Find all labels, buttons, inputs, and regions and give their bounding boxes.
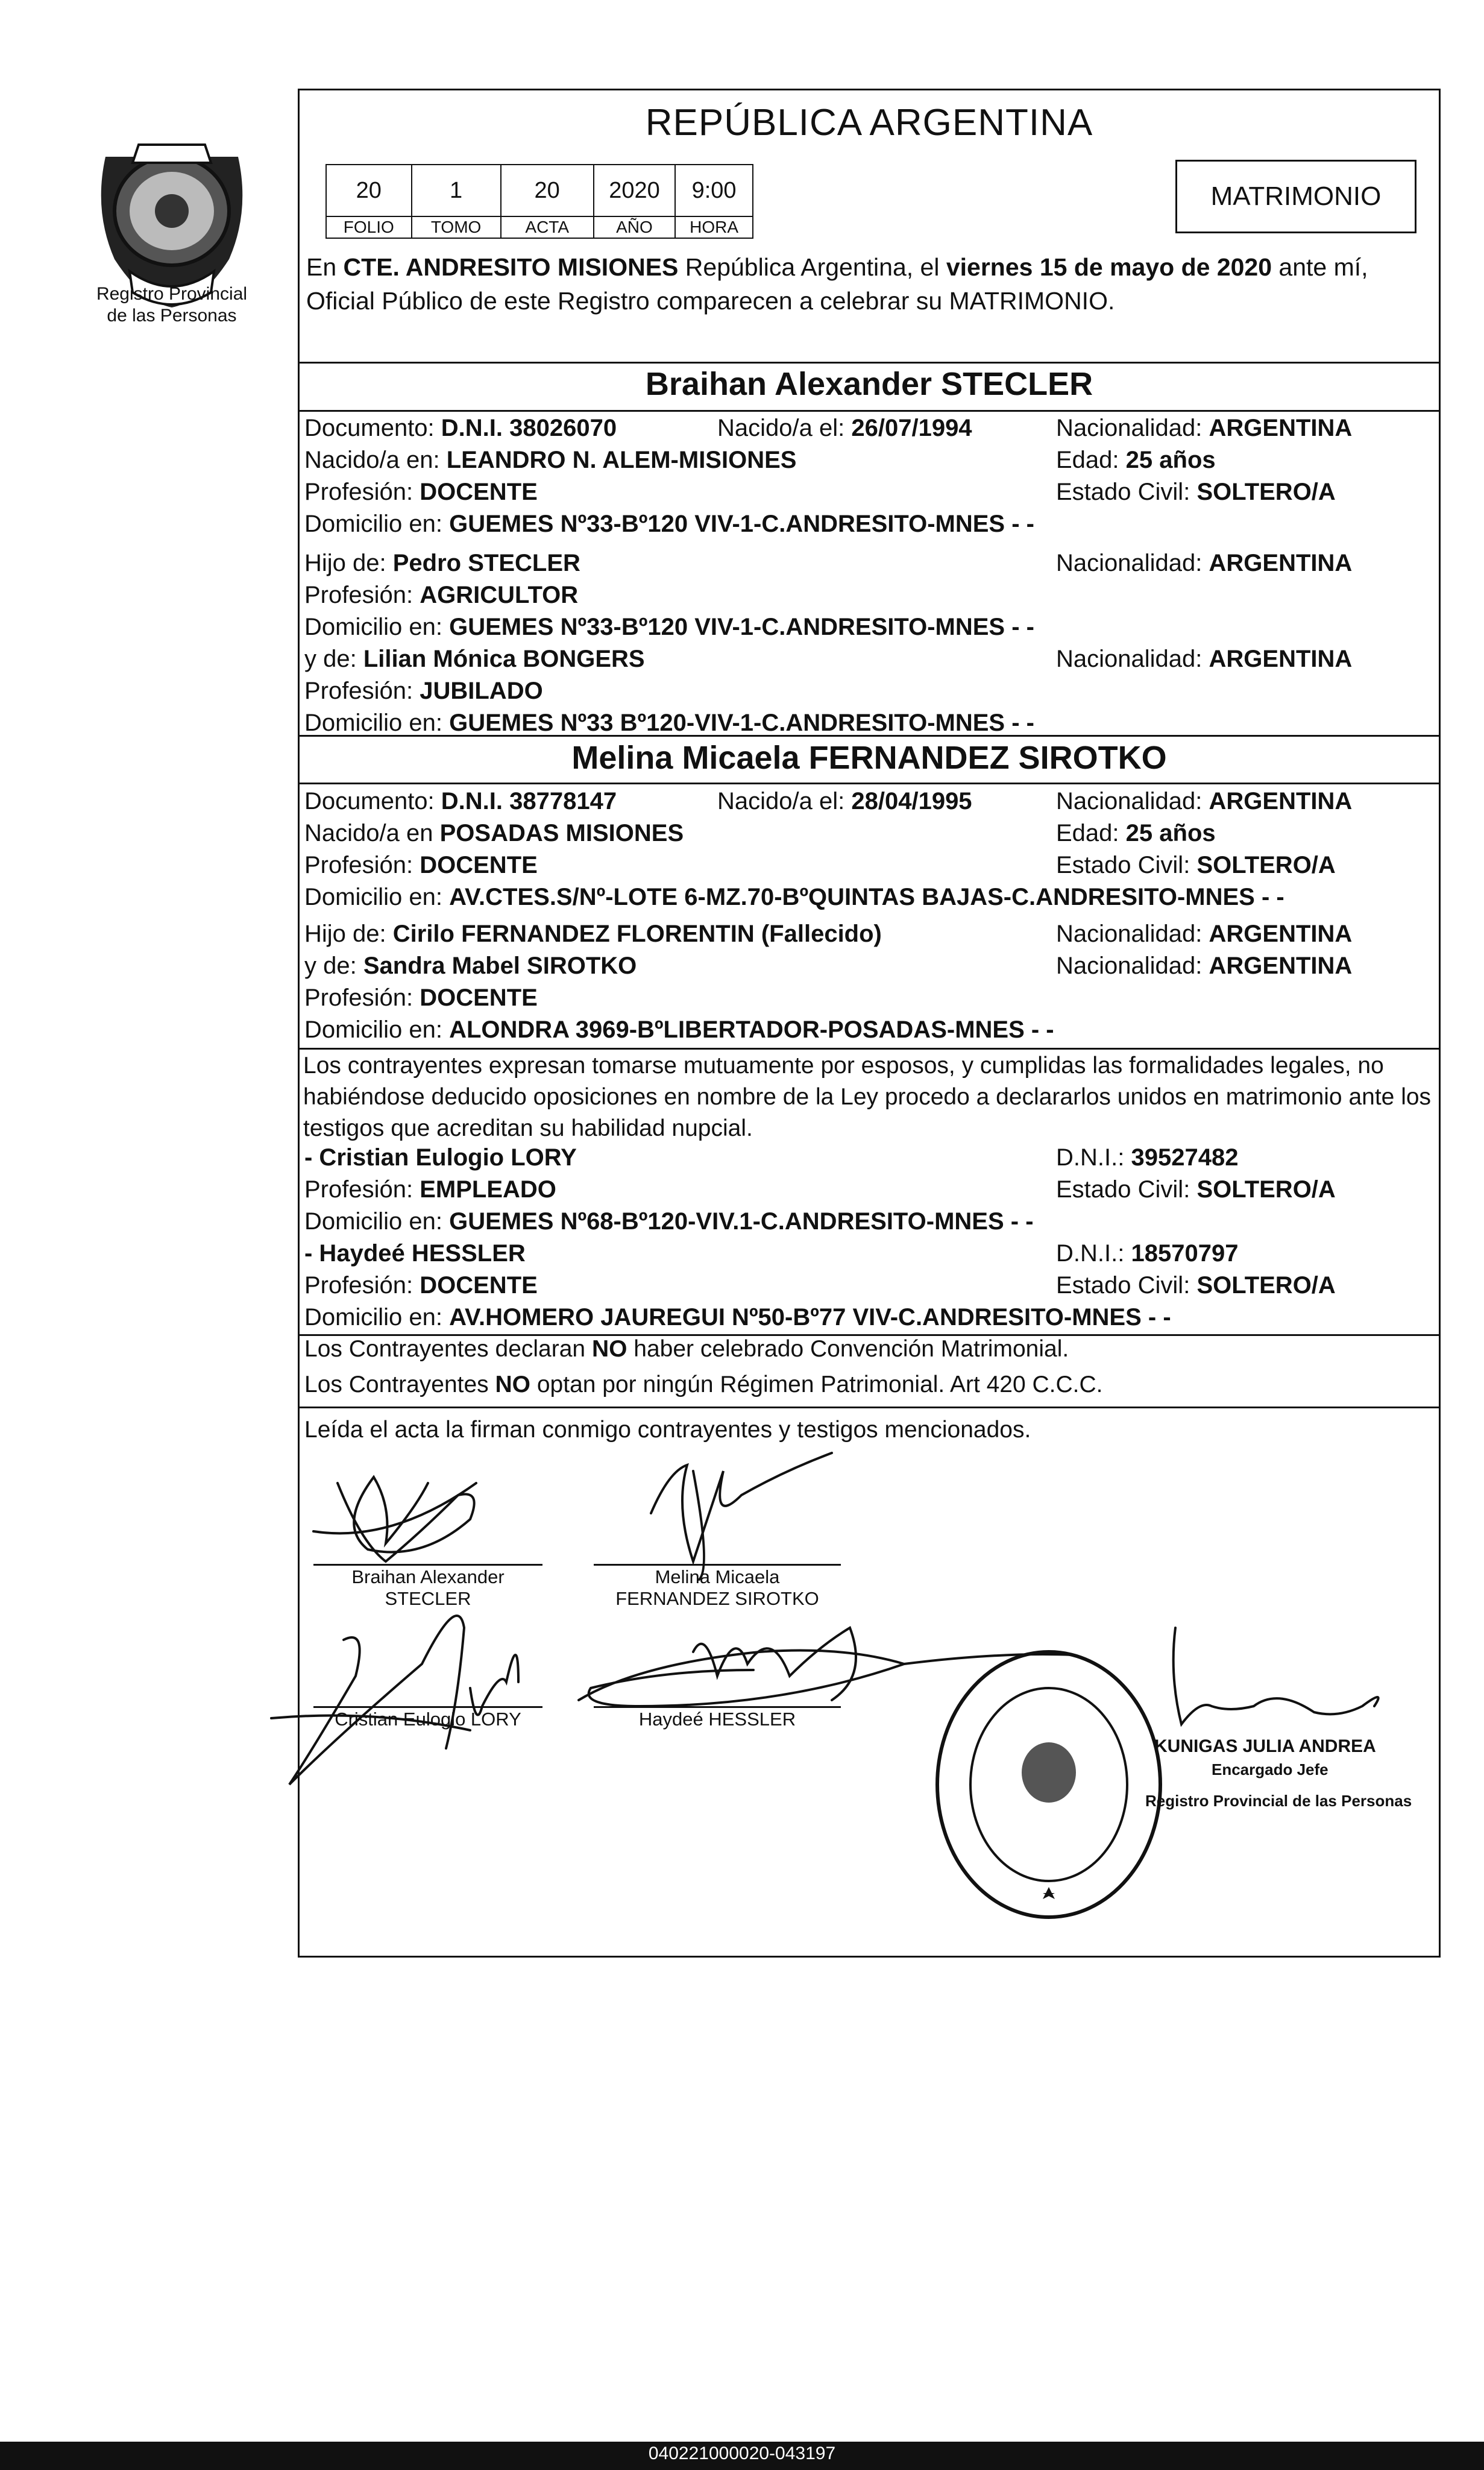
- field-value: 26/07/1994: [851, 415, 972, 441]
- field-label: Domicilio en:: [304, 710, 442, 736]
- ano-label: AÑO: [616, 218, 653, 236]
- field-value: 25 años: [1125, 820, 1216, 846]
- field-label: Domicilio en:: [304, 884, 442, 910]
- field-value: 28/04/1995: [851, 788, 972, 814]
- field-label: Documento:: [304, 788, 435, 814]
- label-line: STECLER: [385, 1588, 471, 1609]
- statement-no: NO: [495, 1372, 531, 1397]
- field-value: ARGENTINA: [1209, 550, 1353, 576]
- caption-line-1: Registro Provincial: [96, 284, 248, 304]
- folio-value: 20: [327, 165, 411, 217]
- field-label: Profesión:: [304, 1272, 413, 1299]
- field-value: 25 años: [1125, 447, 1216, 473]
- label-line: Braihan Alexander: [351, 1566, 505, 1587]
- field-label: Hijo de:: [304, 921, 386, 947]
- field-value: GUEMES Nº68-Bº120-VIV.1-C.ANDRESITO-MNES - -: [449, 1208, 1034, 1235]
- field-value: D.N.I. 38778147: [441, 788, 617, 814]
- field-value: EMPLEADO: [420, 1176, 556, 1203]
- official-seal-stamp: [928, 1640, 1169, 1929]
- field-label: Domicilio en:: [304, 614, 442, 640]
- field-label: Estado Civil:: [1056, 479, 1190, 505]
- statement-text: Los Contrayentes: [304, 1372, 495, 1397]
- field-label: Estado Civil:: [1056, 1176, 1190, 1203]
- field-label: Domicilio en:: [304, 1208, 442, 1235]
- statement-text: optan por ningún Régimen Patrimonial. Art 420 C.C.C.: [530, 1372, 1103, 1397]
- field-label: Profesión:: [304, 479, 413, 505]
- witness2-name: - Haydeé HESSLER: [304, 1240, 526, 1267]
- label-line: Melina Micaela: [655, 1566, 780, 1587]
- field-label: Nacionalidad:: [1056, 953, 1203, 979]
- field-label: Nacionalidad:: [1056, 415, 1203, 441]
- field-value: DOCENTE: [420, 852, 538, 878]
- field-value: LEANDRO N. ALEM-MISIONES: [446, 447, 797, 473]
- field-value: ARGENTINA: [1209, 921, 1353, 947]
- field-label: Hijo de:: [304, 550, 386, 576]
- intro-text: ante mí, Oficial Público de este Registro comparecen a celebrar su MATRIMONIO.: [306, 253, 1368, 315]
- official-title: Encargado Jefe: [1212, 1760, 1328, 1778]
- ano-value: 2020: [594, 165, 674, 217]
- intro-place: CTE. ANDRESITO MISIONES: [343, 253, 679, 281]
- field-value: AV.HOMERO JAUREGUI Nº50-Bº77 VIV-C.ANDRESITO-MNES - -: [449, 1304, 1171, 1331]
- field-label: Nacido/a en:: [304, 447, 440, 473]
- statement-text: haber celebrado Convención Matrimonial.: [627, 1336, 1069, 1362]
- field-label: Domicilio en:: [304, 1304, 442, 1331]
- field-label: Profesión:: [304, 678, 413, 704]
- declaration-paragraph: Los contrayentes expresan tomarse mutuamente por esposos, y cumplidas las formalidades legales, no habiéndose deducido oposiciones en nombre de la Ley procedo a declararlos unidos en matrimonio ante los testigos que acreditan su habilidad nupcial.: [303, 1053, 1432, 1141]
- signature-label-witness2: Haydeé HESSLER: [638, 1709, 796, 1730]
- field-value: AV.CTES.S/Nº-LOTE 6-MZ.70-BºQUINTAS BAJAS-C.ANDRESITO-MNES - -: [449, 884, 1284, 910]
- intro-text: República Argentina, el: [678, 253, 946, 281]
- field-label: Profesión:: [304, 582, 413, 608]
- field-label: y de:: [304, 953, 357, 979]
- field-value: ARGENTINA: [1209, 415, 1353, 441]
- record-type-box: MATRIMONIO: [1175, 160, 1416, 233]
- field-value: Pedro STECLER: [392, 550, 580, 576]
- field-label: D.N.I.:: [1056, 1144, 1125, 1171]
- spouse2-name: Melina Micaela FERNANDEZ SIROTKO: [571, 740, 1167, 776]
- field-value: ARGENTINA: [1209, 646, 1353, 672]
- field-label: Profesión:: [304, 852, 413, 878]
- intro-date: viernes 15 de mayo de 2020: [946, 253, 1272, 281]
- field-value: POSADAS MISIONES: [439, 820, 684, 846]
- official-organization: Registro Provincial de las Personas: [1145, 1792, 1412, 1810]
- field-label: Profesión:: [304, 1176, 413, 1203]
- signature-label-witness1: Cristian Eulogio LORY: [335, 1709, 521, 1730]
- field-value: D.N.I. 38026070: [441, 415, 617, 441]
- spouse1-name: Braihan Alexander STECLER: [645, 366, 1093, 402]
- field-value: DOCENTE: [420, 1272, 538, 1299]
- field-label: y de:: [304, 646, 357, 672]
- field-label: Nacionalidad:: [1056, 921, 1203, 947]
- document-barcode-number: 040221000020-043197: [648, 2443, 836, 2463]
- field-label: Nacido/a en: [304, 820, 433, 846]
- field-label: Nacionalidad:: [1056, 646, 1203, 672]
- field-label: Nacionalidad:: [1056, 550, 1203, 576]
- label-line: FERNANDEZ SIROTKO: [615, 1588, 819, 1609]
- field-value: ALONDRA 3969-BºLIBERTADOR-POSADAS-MNES - -: [449, 1016, 1054, 1043]
- acta-label: ACTA: [525, 218, 569, 236]
- field-label: Domicilio en:: [304, 1016, 442, 1043]
- hora-label: HORA: [690, 218, 738, 236]
- field-value: 39527482: [1131, 1144, 1239, 1171]
- field-value: GUEMES Nº33 Bº120-VIV-1-C.ANDRESITO-MNES - -: [449, 710, 1034, 736]
- tomo-label: TOMO: [430, 218, 482, 236]
- caption-line-2: de las Personas: [107, 306, 237, 326]
- field-value: SOLTERO/A: [1196, 1272, 1336, 1299]
- field-label: Nacido/a el:: [717, 415, 845, 441]
- field-label: Estado Civil:: [1056, 1272, 1190, 1299]
- signatures-intro: Leída el acta la firman conmigo contrayentes y testigos mencionados.: [304, 1417, 1031, 1443]
- field-label: Profesión:: [304, 985, 413, 1011]
- statement-no: NO: [591, 1336, 627, 1362]
- field-value: Lilian Mónica BONGERS: [363, 646, 645, 672]
- field-value: Sandra Mabel SIROTKO: [363, 953, 637, 979]
- field-value: JUBILADO: [420, 678, 543, 704]
- field-label: Nacido/a el:: [717, 788, 845, 814]
- statement-text: Los Contrayentes declaran: [304, 1336, 592, 1362]
- official-name: KUNIGAS JULIA ANDREA: [1154, 1736, 1376, 1756]
- field-value: DOCENTE: [420, 985, 538, 1011]
- acta-value: 20: [501, 165, 593, 217]
- field-value: AGRICULTOR: [420, 582, 579, 608]
- field-value: ARGENTINA: [1209, 788, 1353, 814]
- field-value: DOCENTE: [420, 479, 538, 505]
- field-value: SOLTERO/A: [1196, 1176, 1336, 1203]
- hora-value: 9:00: [676, 165, 752, 217]
- field-label: D.N.I.:: [1056, 1240, 1125, 1267]
- field-label: Documento:: [304, 415, 435, 441]
- field-label: Edad:: [1056, 447, 1119, 473]
- field-value: SOLTERO/A: [1196, 479, 1336, 505]
- field-value: ARGENTINA: [1209, 953, 1353, 979]
- field-label: Nacionalidad:: [1056, 788, 1203, 814]
- intro-text: En: [306, 253, 344, 281]
- field-label: Domicilio en:: [304, 511, 442, 537]
- tomo-value: 1: [412, 165, 500, 217]
- field-value: 18570797: [1131, 1240, 1239, 1267]
- field-value: GUEMES Nº33-Bº120 VIV-1-C.ANDRESITO-MNES - -: [449, 511, 1034, 537]
- witness1-name: - Cristian Eulogio LORY: [304, 1144, 577, 1171]
- folio-label: FOLIO: [343, 218, 394, 236]
- field-value: GUEMES Nº33-Bº120 VIV-1-C.ANDRESITO-MNES - -: [449, 614, 1034, 640]
- field-value: SOLTERO/A: [1196, 852, 1336, 878]
- field-label: Edad:: [1056, 820, 1119, 846]
- page-title: REPÚBLICA ARGENTINA: [645, 102, 1093, 143]
- field-label: Estado Civil:: [1056, 852, 1190, 878]
- field-value: Cirilo FERNANDEZ FLORENTIN (Fallecido): [392, 921, 882, 947]
